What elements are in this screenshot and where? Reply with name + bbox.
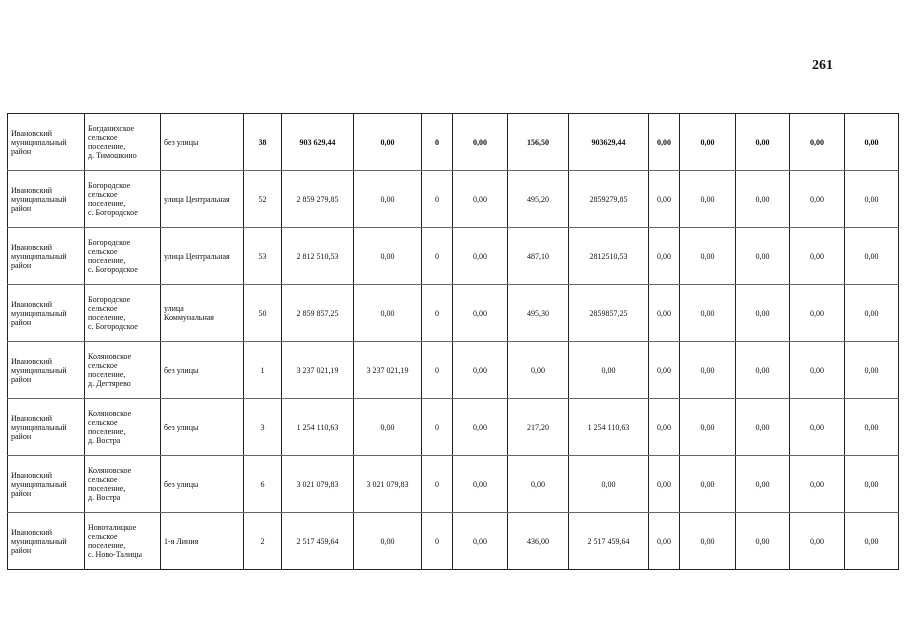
value-cell: 0,00 [790,285,845,342]
total-cost-cell: 2 517 459,64 [282,513,354,570]
street-cell: без улицы [161,114,244,171]
cost-cell: 2859857,25 [569,285,649,342]
street-cell: без улицы [161,456,244,513]
value-cell: 0,00 [845,285,899,342]
settlement-cell: Коляновское сельское поселение, д. Востра [85,399,161,456]
district-cell: Ивановский муниципальный район [8,342,85,399]
value-cell: 0,00 [453,171,508,228]
total-cost-cell: 3 021 079,83 [282,456,354,513]
value-cell: 0 [422,456,453,513]
value-cell: 0,00 [453,456,508,513]
value-cell: 0,00 [845,399,899,456]
table-body [8,114,899,570]
district-cell: Ивановский муниципальный район [8,228,85,285]
total-cost-cell: 1 254 110,63 [282,399,354,456]
table-row [8,228,899,285]
value-cell: 0,00 [845,513,899,570]
settlement-cell: Богородское сельское поселение, с. Богородское [85,171,161,228]
area-cell: 495,20 [508,171,569,228]
value-cell: 0 [422,342,453,399]
value-cell: 0,00 [453,114,508,171]
settlement-cell: Богородское сельское поселение, с. Богородское [85,228,161,285]
value-cell: 0,00 [680,342,736,399]
value-cell: 3 237 021,19 [354,342,422,399]
house-number-cell: 38 [244,114,282,171]
district-cell: Ивановский муниципальный район [8,513,85,570]
value-cell: 0,00 [680,114,736,171]
value-cell: 0,00 [453,513,508,570]
settlement-cell: Коляновское сельское поселение, д. Востра [85,456,161,513]
district-cell: Ивановский муниципальный район [8,456,85,513]
value-cell: 0,00 [354,114,422,171]
value-cell: 0,00 [354,171,422,228]
value-cell: 0 [422,171,453,228]
table-row [8,399,899,456]
table-row [8,171,899,228]
house-number-cell: 50 [244,285,282,342]
value-cell: 0,00 [736,399,790,456]
value-cell: 0,00 [649,114,680,171]
area-cell: 487,10 [508,228,569,285]
value-cell: 0 [422,285,453,342]
value-cell: 0,00 [790,456,845,513]
value-cell: 0,00 [790,171,845,228]
value-cell: 0,00 [736,285,790,342]
district-cell: Ивановский муниципальный район [8,285,85,342]
area-cell: 0,00 [508,342,569,399]
street-cell: 1-я Линия [161,513,244,570]
value-cell: 0,00 [736,171,790,228]
value-cell: 0,00 [453,342,508,399]
cost-cell: 2 517 459,64 [569,513,649,570]
house-number-cell: 3 [244,399,282,456]
total-cost-cell: 2 859 857,25 [282,285,354,342]
value-cell: 0,00 [649,342,680,399]
cost-cell: 1 254 110,63 [569,399,649,456]
value-cell: 0,00 [845,456,899,513]
value-cell: 0,00 [354,228,422,285]
value-cell: 0,00 [354,399,422,456]
value-cell: 0,00 [736,114,790,171]
total-cost-cell: 3 237 021,19 [282,342,354,399]
cost-cell: 903629,44 [569,114,649,171]
district-cell: Ивановский муниципальный район [8,114,85,171]
settlement-cell: Богданихское сельское поселение, д. Тимошкино [85,114,161,171]
value-cell: 0,00 [680,228,736,285]
page-number: 261 [812,58,833,73]
area-cell: 495,30 [508,285,569,342]
cost-cell: 0,00 [569,342,649,399]
total-cost-cell: 2 859 279,85 [282,171,354,228]
table-row [8,285,899,342]
value-cell: 0,00 [680,513,736,570]
value-cell: 0,00 [736,456,790,513]
house-number-cell: 6 [244,456,282,513]
house-number-cell: 1 [244,342,282,399]
house-number-cell: 52 [244,171,282,228]
street-cell: улица Центральная [161,228,244,285]
value-cell: 0,00 [736,228,790,285]
value-cell: 0,00 [790,228,845,285]
table-row [8,456,899,513]
value-cell: 3 021 079,83 [354,456,422,513]
area-cell: 0,00 [508,456,569,513]
street-cell: без улицы [161,342,244,399]
value-cell: 0,00 [680,285,736,342]
value-cell: 0,00 [680,399,736,456]
value-cell: 0,00 [680,456,736,513]
cost-cell: 2812510,53 [569,228,649,285]
value-cell: 0 [422,228,453,285]
value-cell: 0,00 [790,114,845,171]
area-cell: 217,20 [508,399,569,456]
table-row [8,513,899,570]
value-cell: 0,00 [453,399,508,456]
value-cell: 0,00 [845,342,899,399]
district-cell: Ивановский муниципальный район [8,399,85,456]
value-cell: 0,00 [736,513,790,570]
value-cell: 0,00 [649,456,680,513]
total-cost-cell: 2 812 510,53 [282,228,354,285]
table-row [8,342,899,399]
value-cell: 0,00 [354,285,422,342]
value-cell: 0,00 [790,399,845,456]
value-cell: 0,00 [845,228,899,285]
total-cost-cell: 903 629,44 [282,114,354,171]
cost-cell: 2859279,85 [569,171,649,228]
housing-data-table [7,113,899,570]
area-cell: 156,50 [508,114,569,171]
street-cell: без улицы [161,399,244,456]
street-cell: улица Коммунальная [161,285,244,342]
value-cell: 0 [422,114,453,171]
value-cell: 0,00 [649,228,680,285]
value-cell: 0,00 [790,513,845,570]
house-number-cell: 2 [244,513,282,570]
value-cell: 0,00 [845,114,899,171]
value-cell: 0,00 [453,228,508,285]
value-cell: 0 [422,513,453,570]
value-cell: 0,00 [736,342,790,399]
value-cell: 0,00 [354,513,422,570]
settlement-cell: Новоталицкое сельское поселение, с. Ново-Талицы [85,513,161,570]
value-cell: 0,00 [790,342,845,399]
value-cell: 0,00 [680,171,736,228]
value-cell: 0,00 [649,285,680,342]
settlement-cell: Коляновское сельское поселение, д. Дегтярево [85,342,161,399]
value-cell: 0,00 [649,399,680,456]
settlement-cell: Богородское сельское поселение, с. Богородское [85,285,161,342]
table-row [8,114,899,171]
value-cell: 0 [422,399,453,456]
house-number-cell: 53 [244,228,282,285]
value-cell: 0,00 [649,513,680,570]
cost-cell: 0,00 [569,456,649,513]
value-cell: 0,00 [453,285,508,342]
value-cell: 0,00 [649,171,680,228]
district-cell: Ивановский муниципальный район [8,171,85,228]
street-cell: улица Центральная [161,171,244,228]
value-cell: 0,00 [845,171,899,228]
area-cell: 436,00 [508,513,569,570]
